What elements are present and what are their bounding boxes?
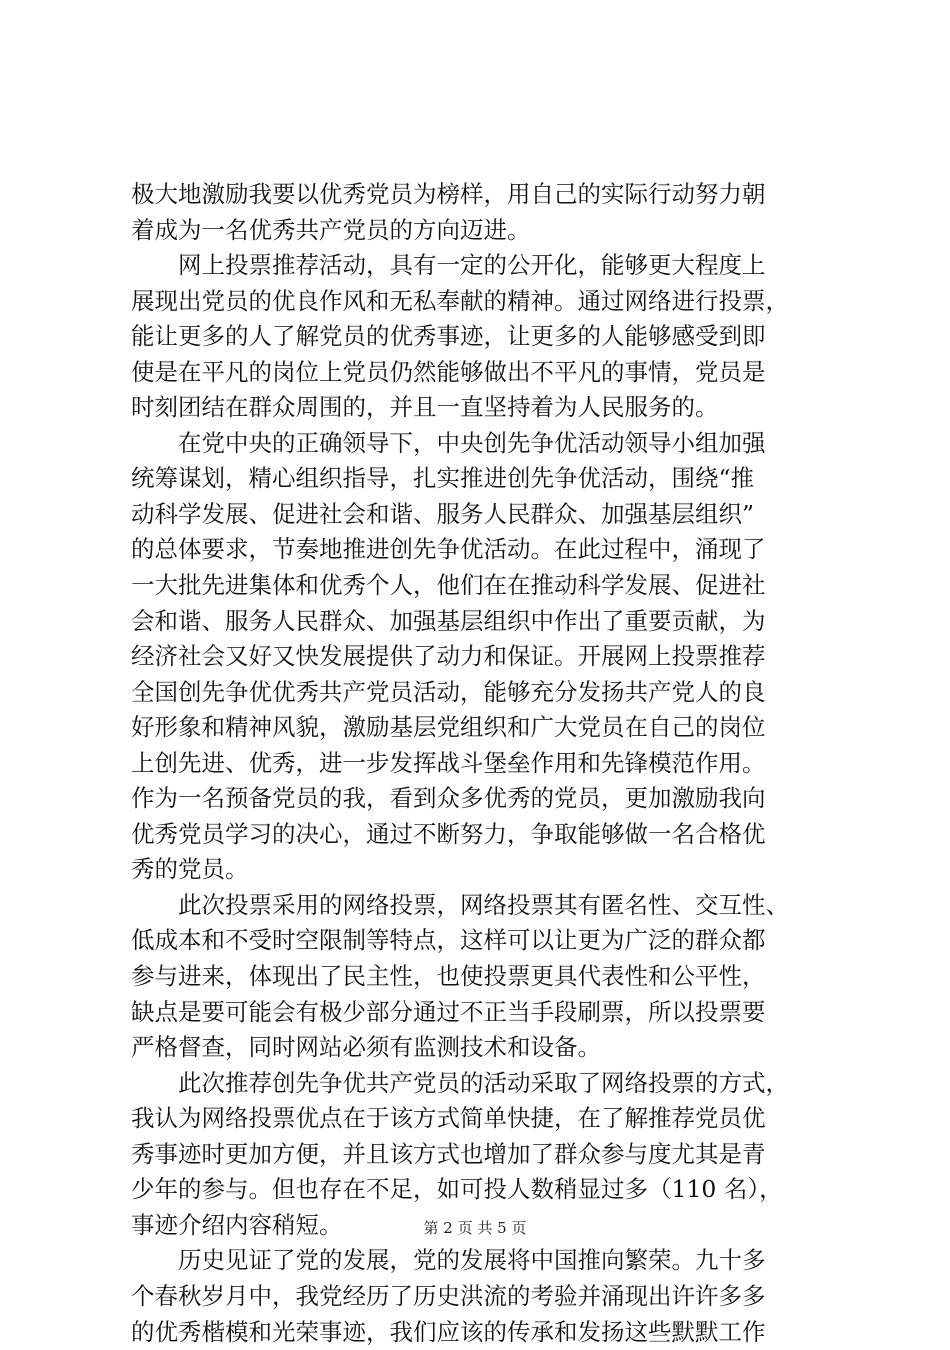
text-line: 动科学发展、促进社会和谐、服务人民群众、加强基层组织” — [131, 497, 828, 533]
page-footer: 第 2 页 共 5 页 — [0, 1218, 950, 1238]
text-line: 秀事迹时更加方便，并且该方式也增加了群众参与度尤其是青 — [131, 1137, 828, 1173]
text-line: 缺点是要可能会有极少部分通过不正当手段刷票，所以投票要 — [131, 995, 828, 1031]
text-line: 会和谐、服务人民群众、加强基层组织中作出了重要贡献，为 — [131, 604, 828, 640]
text-line: 个春秋岁月中，我党经历了历史洪流的考验并涌现出许许多多 — [131, 1279, 828, 1315]
text-line: 优秀党员学习的决心，通过不断努力，争取能够做一名合格优 — [131, 817, 828, 853]
text-line: 我认为网络投票优点在于该方式简单快捷，在了解推荐党员优 — [131, 1101, 828, 1137]
text-line: 时刻团结在群众周围的，并且一直坚持着为人民服务的。 — [131, 390, 828, 426]
text-line: 作为一名预备党员的我，看到众多优秀的党员，更加激励我向 — [131, 781, 828, 817]
text-line: 此次投票采用的网络投票，网络投票其有匿名性、交互性、 — [131, 888, 828, 924]
text-line: 此次推荐创先争优共产党员的活动采取了网络投票的方式， — [131, 1066, 828, 1102]
text-line: 极大地激励我要以优秀党员为榜样，用自己的实际行动努力朝 — [131, 177, 828, 213]
text-line: 少年的参与。但也存在不足，如可投人数稍显过多（110 名）， — [131, 1172, 828, 1208]
text-line: 历史见证了党的发展，党的发展将中国推向繁荣。九十多 — [131, 1243, 828, 1279]
text-line: 能让更多的人了解党员的优秀事迹，让更多的人能够感受到即 — [131, 319, 828, 355]
text-line: 严格督查，同时网站必须有监测技术和设备。 — [131, 1030, 828, 1066]
text-line: 上创先进、优秀，进一步发挥战斗堡垒作用和先锋模范作用。 — [131, 746, 828, 782]
text-line: 秀的党员。 — [131, 852, 828, 888]
text-line: 经济社会又好又快发展提供了动力和保证。开展网上投票推荐 — [131, 639, 828, 675]
text-line: 展现出党员的优良作风和无私奉献的精神。通过网络进行投票， — [131, 284, 828, 320]
text-line: 使是在平凡的岗位上党员仍然能够做出不平凡的事情，党员是 — [131, 355, 828, 391]
text-line: 着成为一名优秀共产党员的方向迈进。 — [131, 213, 828, 249]
text-line: 在党中央的正确领导下，中央创先争优活动领导小组加强 — [131, 426, 828, 462]
text-line: 的优秀楷模和光荣事迹，我们应该的传承和发扬这些默默工作 — [131, 1315, 828, 1350]
text-line: 参与进来，体现出了民主性，也使投票更具代表性和公平性， — [131, 959, 828, 995]
document-body — [131, 177, 828, 1350]
text-line: 统筹谋划，精心组织指导，扎实推进创先争优活动，围绕“推 — [131, 461, 828, 497]
text-line: 事迹介绍内容稍短。 — [131, 1208, 828, 1244]
text-line: 好形象和精神风貌，激励基层党组织和广大党员在自己的岗位 — [131, 710, 828, 746]
text-line: 低成本和不受时空限制等特点，这样可以让更为广泛的群众都 — [131, 923, 828, 959]
text-line: 的总体要求，节奏地推进创先争优活动。在此过程中，涌现了 — [131, 532, 828, 568]
text-line: 网上投票推荐活动，具有一定的公开化，能够更大程度上 — [131, 248, 828, 284]
text-line: 全国创先争优优秀共产党员活动，能够充分发扬共产党人的良 — [131, 675, 828, 711]
text-line: 一大批先进集体和优秀个人，他们在在推动科学发展、促进社 — [131, 568, 828, 604]
